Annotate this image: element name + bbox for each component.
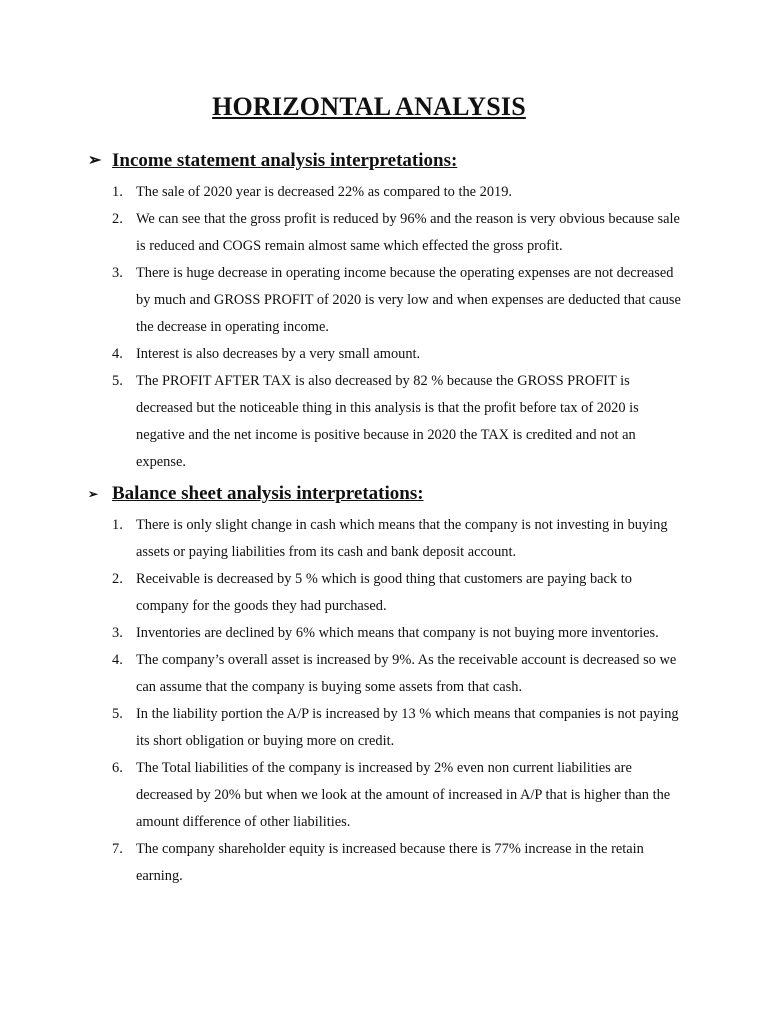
list-item [88,566,688,620]
list-item [88,341,688,368]
list-item [88,512,688,566]
list-item-number: 4. [112,652,123,668]
list-item-text: The company shareholder equity is increased because there is 77% increase in the retain earning. [136,841,644,884]
list-item [88,647,688,701]
list-item [88,260,688,341]
section-balance-sheet [88,481,688,890]
list-item-number: 2. [112,211,123,227]
list-item-number: 3. [112,265,123,281]
interpretation-list [88,512,688,890]
list-item-text: The Total liabilities of the company is increased by 2% even non current liabilities are decreased by 20% but when we look at the amount of increased in A/P that is higher than the amount difference of other liabilities. [136,760,671,830]
section-heading [88,148,688,174]
list-item-number: 3. [112,625,123,641]
list-item-text: Interest is also decreases by a very small amount. [136,346,421,362]
list-item-number: 7. [112,841,123,857]
page-title: HORIZONTAL ANALYSIS [212,92,526,121]
section-income-statement [88,148,688,476]
list-item [88,368,688,476]
list-item-text: The sale of 2020 year is decreased 22% as compared to the 2019. [136,184,513,200]
list-item-text: There is huge decrease in operating income because the operating expenses are not decreased by much and GROSS PROFIT of 2020 is very low and when expenses are deducted that cause the decrease in operating income. [136,265,681,335]
list-item-text: Inventories are declined by 6% which means that company is not buying more inventories. [136,625,659,641]
list-item [88,836,688,890]
section-heading [88,481,688,507]
list-item-text: The PROFIT AFTER TAX is also decreased by 82 % because the GROSS PROFIT is decreased but the noticeable thing in this analysis is that the profit before tax of 2020 is negative and the net income is positive because in 2020 the TAX is credited and not an expense. [136,373,639,470]
list-item-text: Receivable is decreased by 5 % which is good thing that customers are paying back to company for the goods they had purchased. [136,571,632,614]
list-item [88,179,688,206]
arrow-bullet-icon: ➢ [88,487,99,501]
list-item [88,206,688,260]
list-item-number: 4. [112,346,123,362]
list-item-text: The company’s overall asset is increased by 9%. As the receivable account is decreased so we can assume that the company is buying some assets from that cash. [136,652,677,695]
list-item-number: 5. [112,706,123,722]
list-item-number: 1. [112,184,123,200]
list-item-number: 5. [112,373,123,389]
list-item-number: 1. [112,517,123,533]
list-item-text: There is only slight change in cash which means that the company is not investing in buying assets or paying liabilities from its cash and bank deposit account. [136,517,668,560]
arrow-bullet-icon: ➢ [88,152,102,169]
list-item-number: 6. [112,760,123,776]
list-item-text: We can see that the gross profit is reduced by 96% and the reason is very obvious because sale is reduced and COGS remain almost same which effected the gross profit. [136,211,680,254]
list-item [88,755,688,836]
list-item-number: 2. [112,571,123,587]
section-heading-text: Income statement analysis interpretations: [112,150,458,171]
interpretation-list [88,179,688,476]
list-item [88,620,688,647]
list-item-text: In the liability portion the A/P is increased by 13 % which means that companies is not paying its short obligation or buying more on credit. [136,706,679,749]
list-item [88,701,688,755]
section-heading-text: Balance sheet analysis interpretations: [112,483,424,504]
